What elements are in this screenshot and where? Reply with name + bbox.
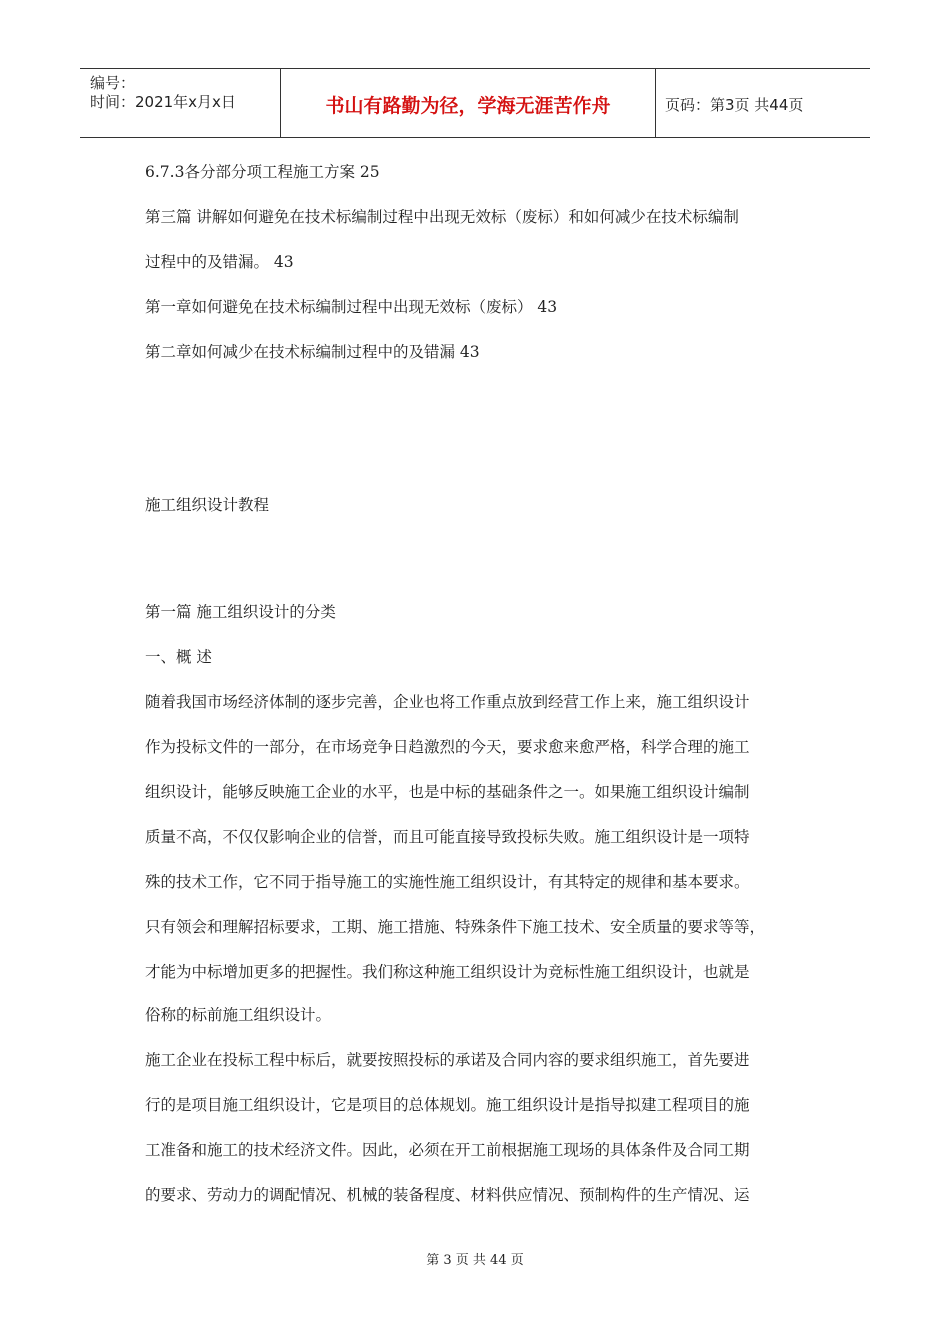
toc-entry: 6.7.3各分部分项工程施工方案 25 [145,163,380,181]
paragraph-line: 才能为中标增加更多的把握性。我们称这种施工组织设计为竞标性施工组织设计，也就是 [145,963,750,981]
toc-entry: 第二章如何减少在技术标编制过程中的及错漏 43 [145,343,480,361]
toc-entry: 第三篇 讲解如何避免在技术标编制过程中出现无效标（废标）和如何减少在技术标编制 [145,208,739,226]
paragraph-line: 的要求、劳动力的调配情况、机械的装备程度、材料供应情况、预制构件的生产情况、运 [145,1186,750,1204]
paragraph-line: 只有领会和理解招标要求，工期、施工措施、特殊条件下施工技术、安全质量的要求等等， [145,918,766,936]
paragraph-line: 质量不高，不仅仅影响企业的信誉，而且可能直接导致投标失败。施工组织设计是一项特 [145,828,750,846]
page-info: 页码：第3页 共44页 [665,96,804,114]
toc-entry: 过程中的及错漏。 43 [145,253,294,271]
doc-title: 施工组织设计教程 [145,496,270,514]
paragraph-line: 组织设计，能够反映施工企业的水平，也是中标的基础条件之一。如果施工组织设计编制 [145,783,750,801]
section-title: 一、概 述 [145,648,212,666]
paragraph-line: 工准备和施工的技术经济文件。因此，必须在开工前根据施工现场的具体条件及合同工期 [145,1141,750,1159]
toc-entry: 第一章如何避免在技术标编制过程中出现无效标（废标） 43 [145,298,558,316]
header-motto-cell [280,69,656,137]
paragraph-line: 作为投标文件的一部分，在市场竞争日趋激烈的今天，要求愈来愈严格，科学合理的施工 [145,738,750,756]
paragraph-line: 俗称的标前施工组织设计。 [145,1006,332,1024]
paragraph-line: 殊的技术工作，它不同于指导施工的实施性施工组织设计，有其特定的规律和基本要求。 [145,873,750,891]
part-title: 第一篇 施工组织设计的分类 [145,603,336,621]
paragraph-line: 随着我国市场经济体制的逐步完善，企业也将工作重点放到经营工作上来，施工组织设计 [145,693,750,711]
paragraph-line: 行的是项目施工组织设计，它是项目的总体规划。施工组织设计是指导拟建工程项目的施 [145,1096,750,1114]
number-label: 编号： [90,74,136,92]
time-label: 时间：2021年x月x日 [90,93,236,111]
header-page-cell [655,69,870,137]
paragraph-line: 施工企业在投标工程中标后，就要按照投标的承诺及合同内容的要求组织施工，首先要进 [145,1051,750,1069]
page-footer: 第 3 页 共 44 页 [426,1253,524,1268]
header-meta-cell [80,69,280,137]
motto-text: 书山有路勤为径，学海无涯苦作舟 [325,95,611,117]
page-header [80,68,870,138]
